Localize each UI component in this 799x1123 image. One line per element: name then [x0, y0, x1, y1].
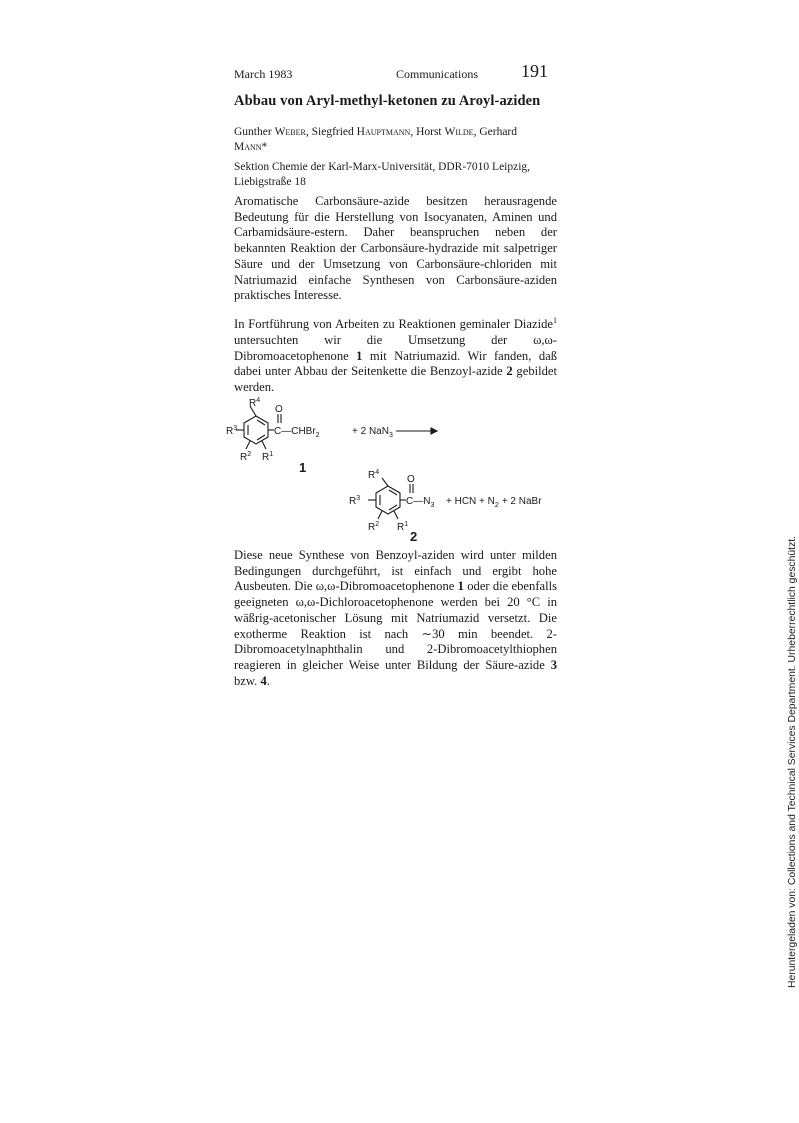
- header-section: Communications: [396, 67, 478, 81]
- article-title: Abbau von Aryl-methyl-ketonen zu Aroyl-aziden: [234, 93, 541, 109]
- author-first-name: Horst: [416, 126, 442, 138]
- paragraph-text: untersuchten wir die Umsetzung der ω,ω-Dibromoacetophenone: [234, 332, 557, 363]
- paragraph-text: In Fortführung von Arbeiten zu Reaktionen geminaler Diazide: [234, 317, 553, 332]
- substituent-r3-label: $R^3$: [226, 425, 238, 437]
- header-date: March 1983: [234, 67, 293, 81]
- page-number: 191: [521, 61, 548, 81]
- compound-number: 2: [506, 364, 513, 379]
- reference-marker[interactable]: 1: [553, 316, 557, 325]
- product-side-chain: $C—N_3$: [406, 496, 435, 509]
- paragraph-text: gebildet werden.: [234, 364, 557, 394]
- author-first-name: Siegfried: [311, 126, 354, 138]
- compound-number: 4: [260, 673, 267, 688]
- paragraph-text: bzw.: [234, 673, 261, 688]
- author-last-name: Wilde: [444, 126, 474, 138]
- reactant-side-chain: C—CHBr$_2$: [274, 426, 320, 439]
- compound-number: 1: [356, 348, 363, 363]
- paragraph-results: [234, 548, 557, 689]
- author-last-name: Hauptmann: [356, 126, 411, 138]
- substituent-r1-label: $R^1$: [262, 451, 274, 463]
- paragraph-method: [234, 313, 557, 396]
- paragraph-text: mit Natriumazid. Wir fanden, daß dabei unter Abbau der Seitenkette die Benzoyl-azide: [234, 348, 557, 379]
- author-first-name: Gunther: [234, 126, 272, 138]
- paragraph-text: .: [266, 673, 270, 688]
- compound-number: 1: [457, 579, 464, 594]
- oxygen-label: O: [275, 404, 283, 415]
- paragraph-text: oder die ebenfalls geeigneten ω,ω-Dichloroacetophenone werden bei 20 °C in wäßrig-acetonischer Lösung mit Natriumazid versetzt. Die exotherme Reaktion ist nach ∼30 min beendet. 2-Dibromoacetylnaphthalin und 2-Dibromoacetylthiophen reagieren in gleicher Weise unter Bildung der Säure-azide: [234, 579, 557, 672]
- author-last-name: Mann*: [234, 141, 268, 153]
- oxygen-label: O: [407, 474, 415, 485]
- paragraph-text: Diese neue Synthese von Benzoyl-aziden wird unter milden Bedingungen durchgeführt, ist einfach und ergibt hohe Ausbeuten. Die ω,ω-Dibromoacetophenone: [234, 548, 557, 594]
- substituent-r2-label: $R^2$: [240, 451, 252, 463]
- author-first-name: Gerhard: [479, 126, 518, 138]
- reaction-scheme: [226, 392, 571, 544]
- affiliation: Sektion Chemie der Karl-Marx-Universität, DDR-7010 Leipzig, Liebigstraße 18: [234, 161, 531, 188]
- author-list: Gunther Weber, Siegfried Hauptmann, Horst Wilde, Gerhard Mann*: [234, 126, 518, 153]
- author-last-name: Weber: [274, 126, 306, 138]
- reactant-structure: [236, 406, 437, 449]
- substituent-r1-label: $R^1$: [397, 521, 409, 533]
- compound-number: 3: [550, 657, 557, 672]
- paragraph-intro: Aromatische Carbonsäure-azide besitzen herausragende Bedeutung für die Herstellung von Isocyanaten, Aminen und Carbamidsäure-estern. Daher beanspruchen neben der bekannten Reaktion der Carbonsäure-hydrazide mit salpetriger Säure und der Umsetzung von Carbonsäure-chloriden mit Natriumazid einfache Synthesen von Carbonsäure-aziden praktisches Interesse.: [234, 194, 557, 303]
- byproducts-label: + HCN + $N_2 + 2$ NaBr: [446, 496, 542, 509]
- reagent-label: + 2 NaN$_3$: [352, 426, 393, 439]
- substituent-r4-label: $R^4$: [249, 397, 261, 409]
- substituent-r3-label: $R^3$: [349, 495, 361, 507]
- substituent-r4-label: $R^4$: [368, 469, 380, 481]
- download-watermark: Heruntergeladen von: Collections and Technical Services Department. Urheberrechtlich geschützt.: [787, 535, 798, 988]
- compound-number-1: 1: [299, 460, 307, 475]
- substituent-r2-label: $R^2$: [368, 521, 380, 533]
- compound-number-2: 2: [410, 529, 418, 544]
